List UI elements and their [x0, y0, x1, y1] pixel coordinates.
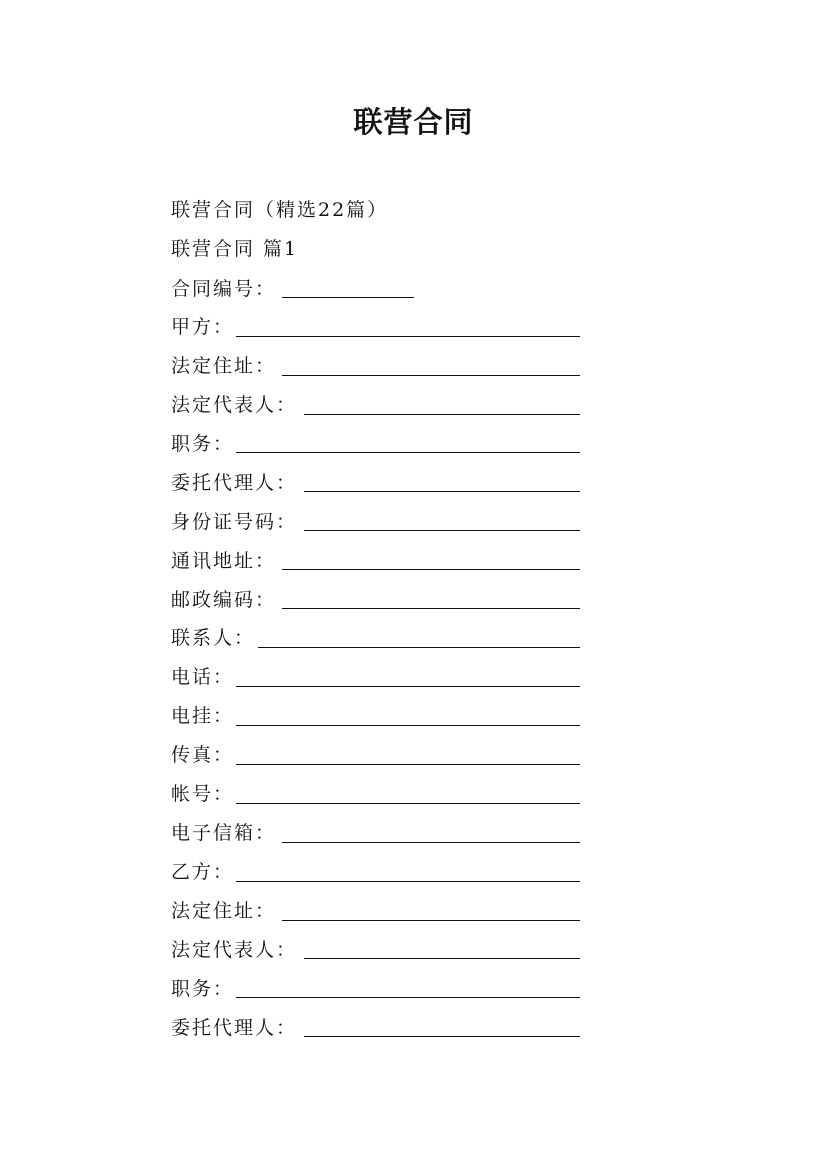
section-heading: 联营合同 篇1 — [171, 238, 299, 260]
field-blank-email — [282, 842, 580, 843]
field-blank-authorized-agent-b — [304, 1036, 580, 1037]
field-blank-authorized-agent — [304, 491, 580, 492]
field-blank-mailing-address — [282, 569, 580, 570]
field-blank-party-b — [236, 881, 580, 882]
field-blank-telegraph — [236, 725, 580, 726]
field-label-contract-number: 合同编号： — [171, 278, 277, 300]
field-label-position: 职务： — [171, 433, 235, 455]
field-label-position-b: 职务： — [171, 978, 235, 1000]
field-label-account-number: 帐号： — [171, 783, 235, 805]
field-blank-fax — [236, 764, 580, 765]
field-label-contact-person: 联系人： — [171, 627, 256, 649]
field-blank-legal-representative — [304, 414, 580, 415]
field-label-phone: 电话： — [171, 666, 235, 688]
field-label-postal-code: 邮政编码： — [171, 589, 277, 611]
field-label-legal-representative: 法定代表人： — [171, 394, 298, 416]
field-label-authorized-agent-b: 委托代理人： — [171, 1017, 298, 1039]
field-blank-position-b — [236, 997, 580, 998]
document-title: 联营合同 — [353, 105, 474, 139]
field-label-legal-address: 法定住址： — [171, 355, 277, 377]
field-label-email: 电子信箱： — [171, 822, 277, 844]
field-label-party-b: 乙方： — [171, 861, 235, 883]
field-label-fax: 传真： — [171, 744, 235, 766]
field-label-legal-representative-b: 法定代表人： — [171, 939, 298, 961]
field-blank-id-number — [304, 530, 580, 531]
field-blank-contact-person — [258, 647, 580, 648]
field-label-telegraph: 电挂： — [171, 705, 235, 727]
field-blank-position — [236, 452, 580, 453]
field-blank-party-a — [236, 336, 580, 337]
field-blank-legal-address-b — [282, 920, 580, 921]
field-label-legal-address-b: 法定住址： — [171, 900, 277, 922]
document-subtitle: 联营合同（精选22篇） — [171, 199, 389, 221]
field-label-authorized-agent: 委托代理人： — [171, 472, 298, 494]
field-label-party-a: 甲方： — [171, 316, 235, 338]
field-label-mailing-address: 通讯地址： — [171, 550, 277, 572]
field-blank-account-number — [236, 803, 580, 804]
field-blank-legal-address — [282, 375, 580, 376]
field-blank-contract-number — [282, 297, 414, 298]
field-blank-phone — [236, 686, 580, 687]
field-label-id-number: 身份证号码： — [171, 511, 298, 533]
field-blank-postal-code — [282, 608, 580, 609]
field-blank-legal-representative-b — [304, 958, 580, 959]
